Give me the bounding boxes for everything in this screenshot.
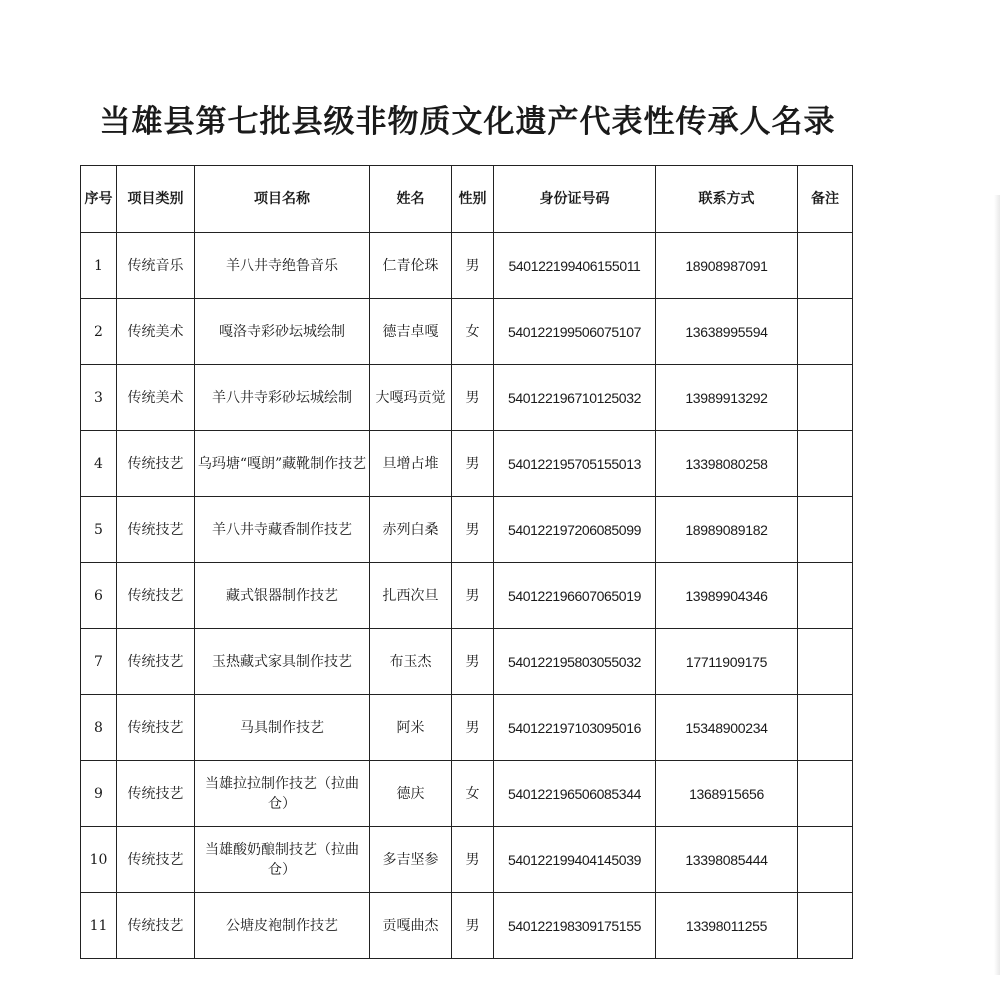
cell-category: 传统技艺 — [117, 629, 195, 695]
table-row — [81, 365, 853, 431]
cell-category: 传统技艺 — [117, 695, 195, 761]
cell-gender: 男 — [452, 497, 494, 563]
cell-name: 阿米 — [370, 695, 452, 761]
header-project: 项目名称 — [195, 166, 370, 233]
cell-category: 传统美术 — [117, 299, 195, 365]
cell-note — [798, 893, 853, 959]
cell-contact: 13398085444 — [656, 827, 798, 893]
cell-seq: 8 — [81, 695, 117, 761]
cell-note — [798, 233, 853, 299]
cell-gender: 男 — [452, 695, 494, 761]
cell-seq: 2 — [81, 299, 117, 365]
cell-id-number: 540122199406155011 — [494, 233, 656, 299]
cell-project: 嘎洛寺彩砂坛城绘制 — [195, 299, 370, 365]
cell-note — [798, 497, 853, 563]
table-row — [81, 893, 853, 959]
header-row — [81, 166, 853, 233]
cell-contact: 13398080258 — [656, 431, 798, 497]
table-row — [81, 761, 853, 827]
cell-contact: 15348900234 — [656, 695, 798, 761]
cell-project: 羊八井寺藏香制作技艺 — [195, 497, 370, 563]
cell-name: 布玉杰 — [370, 629, 452, 695]
cell-category: 传统技艺 — [117, 563, 195, 629]
table-row — [81, 827, 853, 893]
cell-id-number: 540122197103095016 — [494, 695, 656, 761]
cell-name: 扎西次旦 — [370, 563, 452, 629]
cell-project: 公塘皮袍制作技艺 — [195, 893, 370, 959]
cell-name: 德庆 — [370, 761, 452, 827]
cell-name: 大嘎玛贡觉 — [370, 365, 452, 431]
cell-contact: 18989089182 — [656, 497, 798, 563]
cell-contact: 13638995594 — [656, 299, 798, 365]
cell-name: 赤列白桑 — [370, 497, 452, 563]
table-row — [81, 497, 853, 563]
cell-gender: 男 — [452, 431, 494, 497]
cell-category: 传统技艺 — [117, 431, 195, 497]
cell-id-number: 540122195803055032 — [494, 629, 656, 695]
document-title: 当雄县第七批县级非物质文化遗产代表性传承人名录 — [99, 104, 836, 140]
cell-project: 玉热藏式家具制作技艺 — [195, 629, 370, 695]
cell-project: 羊八井寺彩砂坛城绘制 — [195, 365, 370, 431]
cell-project: 羊八井寺绝鲁音乐 — [195, 233, 370, 299]
cell-category: 传统美术 — [117, 365, 195, 431]
cell-id-number: 540122196607065019 — [494, 563, 656, 629]
header-category: 项目类别 — [117, 166, 195, 233]
cell-gender: 男 — [452, 233, 494, 299]
table-row — [81, 695, 853, 761]
header-note: 备注 — [798, 166, 853, 233]
cell-id-number: 540122198309175155 — [494, 893, 656, 959]
cell-note — [798, 695, 853, 761]
page-edge-shadow — [994, 195, 1000, 975]
table-row — [81, 233, 853, 299]
cell-seq: 10 — [81, 827, 117, 893]
table-row — [81, 431, 853, 497]
cell-seq: 7 — [81, 629, 117, 695]
cell-note — [798, 431, 853, 497]
cell-contact: 13989913292 — [656, 365, 798, 431]
cell-note — [798, 761, 853, 827]
cell-contact: 13989904346 — [656, 563, 798, 629]
header-name: 姓名 — [370, 166, 452, 233]
cell-contact: 1368915656 — [656, 761, 798, 827]
cell-id-number: 540122199404145039 — [494, 827, 656, 893]
cell-seq: 3 — [81, 365, 117, 431]
cell-category: 传统技艺 — [117, 497, 195, 563]
table-row — [81, 563, 853, 629]
header-id-number: 身份证号码 — [494, 166, 656, 233]
cell-name: 旦增占堆 — [370, 431, 452, 497]
cell-contact: 13398011255 — [656, 893, 798, 959]
cell-project: 乌玛塘“嘎朗”藏靴制作技艺 — [195, 431, 370, 497]
cell-category: 传统技艺 — [117, 761, 195, 827]
inheritor-table — [80, 165, 853, 959]
cell-project: 当雄拉拉制作技艺（拉曲仓） — [195, 761, 370, 827]
cell-seq: 1 — [81, 233, 117, 299]
cell-id-number: 540122196710125032 — [494, 365, 656, 431]
cell-id-number: 540122195705155013 — [494, 431, 656, 497]
cell-name: 德吉卓嘎 — [370, 299, 452, 365]
cell-note — [798, 827, 853, 893]
cell-seq: 4 — [81, 431, 117, 497]
cell-project: 马具制作技艺 — [195, 695, 370, 761]
cell-name: 多吉坚参 — [370, 827, 452, 893]
cell-contact: 18908987091 — [656, 233, 798, 299]
cell-seq: 6 — [81, 563, 117, 629]
cell-seq: 11 — [81, 893, 117, 959]
header-gender: 性别 — [452, 166, 494, 233]
cell-gender: 男 — [452, 365, 494, 431]
cell-gender: 女 — [452, 299, 494, 365]
cell-gender: 女 — [452, 761, 494, 827]
cell-name: 仁青伦珠 — [370, 233, 452, 299]
cell-gender: 男 — [452, 563, 494, 629]
cell-note — [798, 299, 853, 365]
cell-note — [798, 629, 853, 695]
cell-gender: 男 — [452, 629, 494, 695]
cell-project: 当雄酸奶酿制技艺（拉曲仓） — [195, 827, 370, 893]
cell-project: 藏式银器制作技艺 — [195, 563, 370, 629]
cell-seq: 5 — [81, 497, 117, 563]
header-seq: 序号 — [81, 166, 117, 233]
cell-id-number: 540122196506085344 — [494, 761, 656, 827]
header-contact: 联系方式 — [656, 166, 798, 233]
table-row — [81, 299, 853, 365]
cell-name: 贡嘎曲杰 — [370, 893, 452, 959]
cell-note — [798, 365, 853, 431]
cell-gender: 男 — [452, 893, 494, 959]
cell-note — [798, 563, 853, 629]
cell-id-number: 540122199506075107 — [494, 299, 656, 365]
cell-contact: 17711909175 — [656, 629, 798, 695]
cell-category: 传统音乐 — [117, 233, 195, 299]
cell-id-number: 540122197206085099 — [494, 497, 656, 563]
table-row — [81, 629, 853, 695]
cell-category: 传统技艺 — [117, 893, 195, 959]
cell-category: 传统技艺 — [117, 827, 195, 893]
cell-seq: 9 — [81, 761, 117, 827]
cell-gender: 男 — [452, 827, 494, 893]
